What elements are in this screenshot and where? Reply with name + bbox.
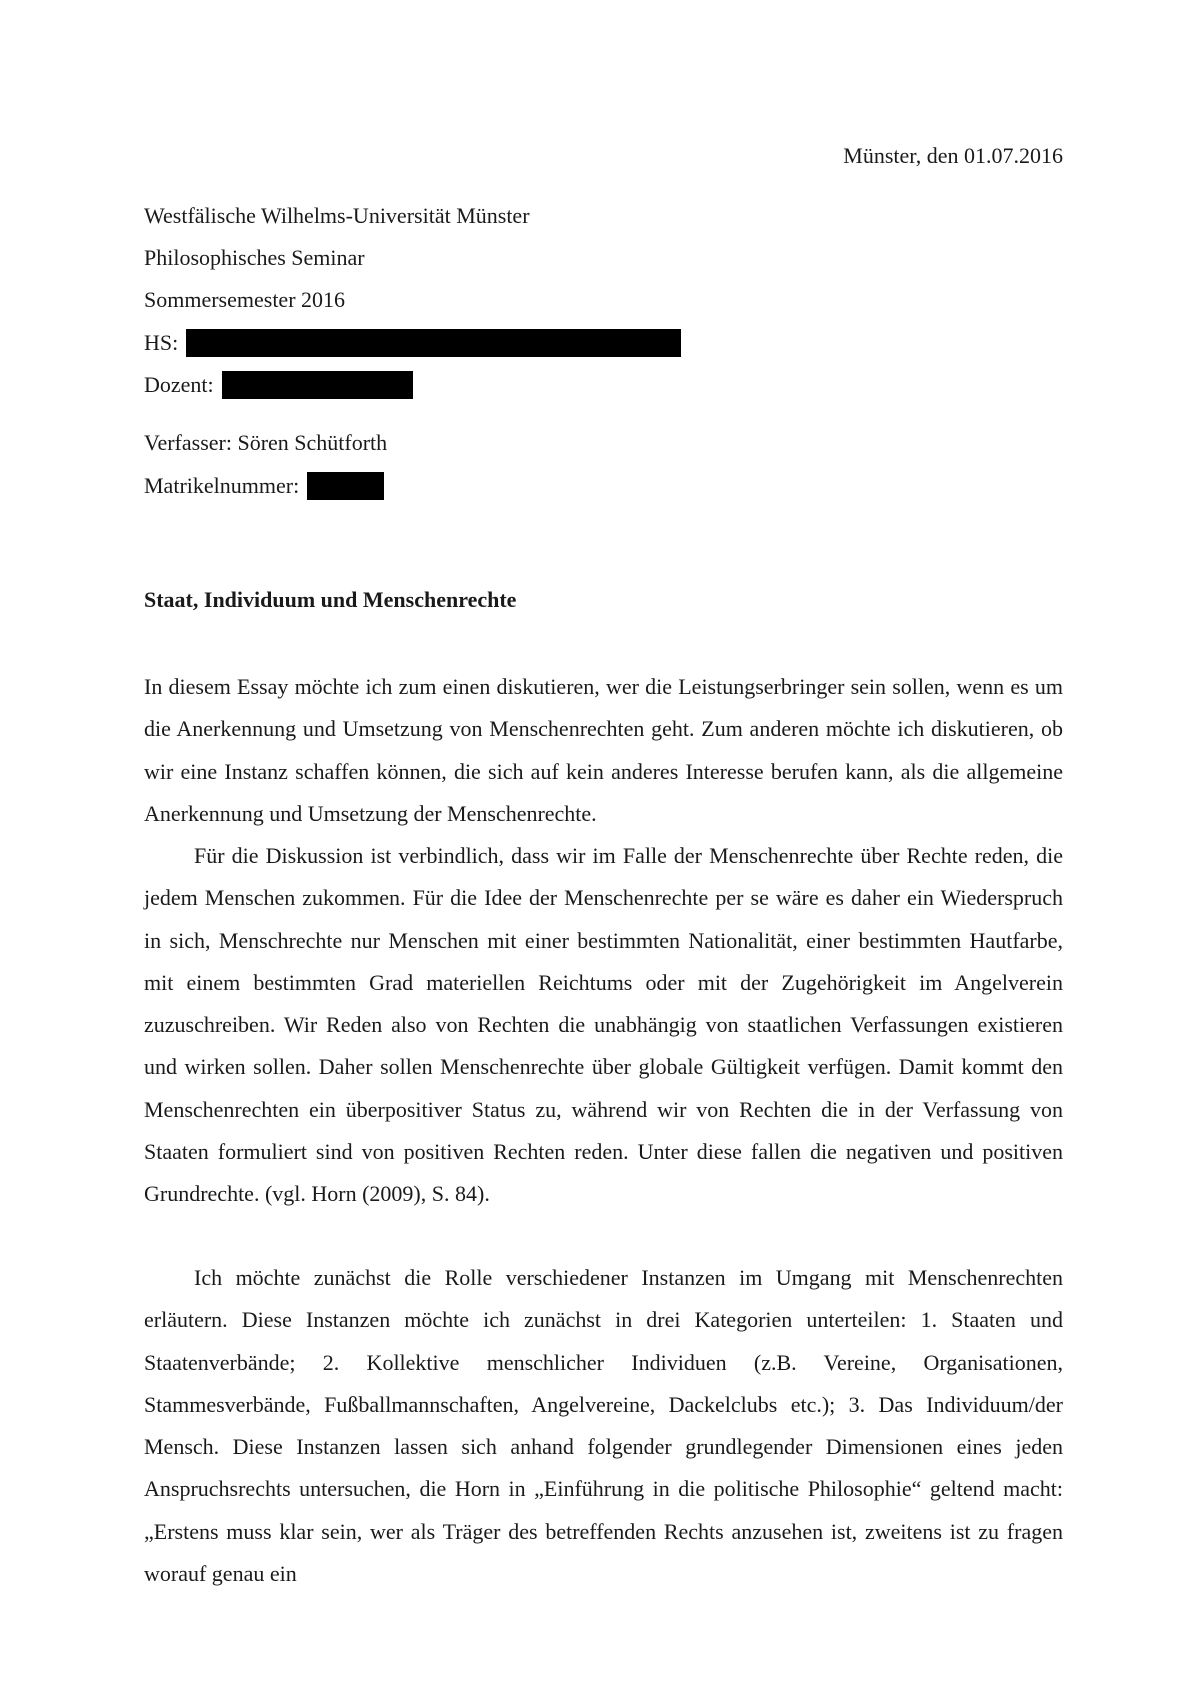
paragraph-3: Ich möchte zunächst die Rolle verschiedener Instanzen im Umgang mit Menschenrechten erläutern. Diese Instanzen möchte ich zunächst in drei Kategorien unterteilen: 1. Staaten und Staatenverbände; 2. Kollektive menschlicher Individuen (z.B. Vereine, Organisationen, Stammesverbände, Fußballmannschaften, Angelvereine, Dackelclubs etc.); 3. Das Individuum/der Mensch. Diese Instanzen lassen sich anhand folgender grundlegender Dimensionen eines jeden Anspruchsrechts untersuchen, die Horn in „Einführung in die politische Philosophie“ geltend macht: „Erstens muss klar sein, wer als Träger des betreffenden Rechts anzusehen ist, zweitens ist zu fragen worauf genau ein: [144, 1265, 1063, 1587]
author-line: Verfasser: Sören Schütforth: [144, 430, 388, 455]
university-line: Westfälische Wilhelms-Universität Münster: [144, 203, 530, 228]
hs-line: [144, 329, 681, 357]
semester-line: Sommersemester 2016: [144, 287, 346, 312]
matriculation-line: [144, 472, 384, 500]
paragraph-1: In diesem Essay möchte ich zum einen diskutieren, wer die Leistungserbringer sein sollen, wenn es um die Anerkennung und Umsetzung von Menschenrechten geht. Zum anderen möchte ich diskutieren, ob wir eine Instanz schaffen können, die sich auf kein anderes Interesse berufen kann, als die allgemeine Anerkennung und Umsetzung der Menschenrechte.: [144, 674, 1063, 826]
matriculation-redaction: [307, 472, 384, 500]
lecturer-redaction: [222, 371, 413, 399]
lecturer-label: Dozent:: [144, 372, 214, 397]
lecturer-line: [144, 371, 413, 399]
paragraph-2: Für die Diskussion ist verbindlich, dass wir im Falle der Menschenrechte über Rechte reden, die jedem Menschen zukommen. Für die Idee der Menschenrechte per se wäre es daher ein Wiederspruch in sich, Menschrechte nur Menschen mit einer bestimmten Nationalität, einer bestimmten Hautfarbe, mit einem bestimmten Grad materiellen Reichtums oder mit der Zugehörigkeit im Angelverein zuzuschreiben. Wir Reden also von Rechten die unabhängig von staatlichen Verfassungen existieren und wirken sollen. Daher sollen Menschenrechte über globale Gültigkeit verfügen. Damit kommt den Menschenrechten ein überpositiver Status zu, während wir von Rechten die in der Verfassung von Staaten formuliert sind von positiven Rechten reden. Unter diese fallen die negativen und positiven Grundrechte. (vgl. Horn (2009), S. 84).: [144, 843, 1063, 1207]
matriculation-label: Matrikelnummer:: [144, 473, 300, 498]
hs-label: HS:: [144, 330, 179, 355]
date-line: Münster, den 01.07.2016: [843, 143, 1063, 168]
seminar-line: Philosophisches Seminar: [144, 245, 365, 270]
hs-redaction: [186, 329, 681, 357]
essay-title: Staat, Individuum und Menschenrechte: [144, 587, 517, 612]
